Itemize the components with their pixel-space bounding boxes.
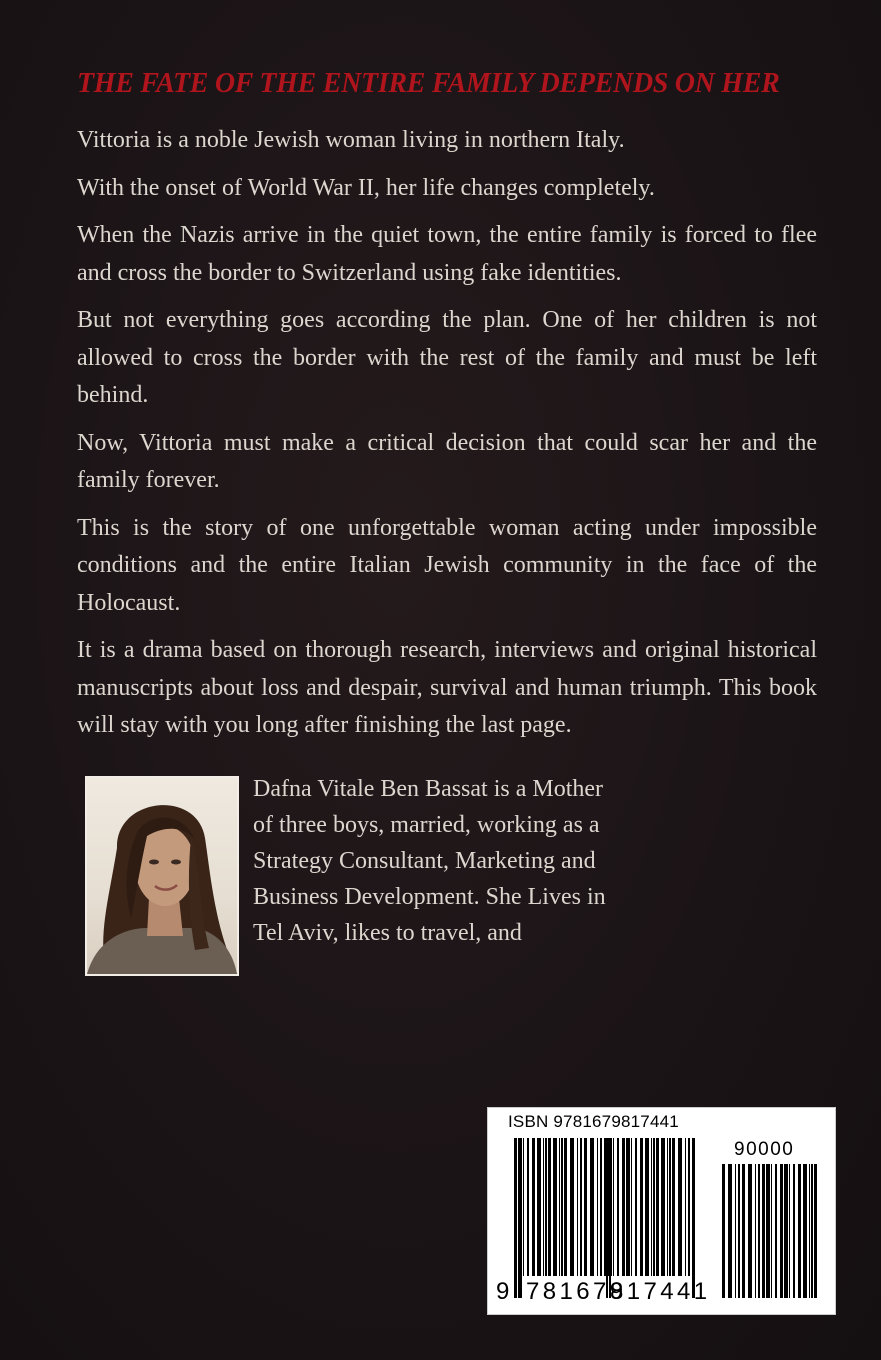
barcode-bar — [685, 1138, 686, 1276]
barcode-bar — [722, 1164, 725, 1298]
barcode-bar — [669, 1138, 671, 1276]
cover-headline: THE FATE OF THE ENTIRE FAMILY DEPENDS ON HER — [77, 68, 780, 99]
barcode-bar — [622, 1138, 625, 1276]
blurb-paragraph: Vittoria is a noble Jewish woman living in northern Italy. — [77, 127, 625, 153]
barcode-bar — [748, 1164, 752, 1298]
blurb-paragraph: This is the story of one unforgettable woman acting under impossible conditions and the entire Italian Jewish community in the face of the Holocaust. — [77, 514, 817, 616]
barcode-bar — [656, 1138, 659, 1276]
barcode-bar — [688, 1138, 690, 1276]
barcode-bar — [543, 1138, 544, 1276]
blurb-paragraph: It is a drama based on thorough research, interviews and original historical manuscripts about loss and despair, survival and human triumph. This book will stay with you long after finishing the last page. — [77, 637, 817, 738]
barcode-bar — [527, 1138, 529, 1276]
barcode-bar — [640, 1138, 643, 1276]
barcode-bar — [577, 1138, 578, 1276]
barcode-digits-right: 817441 — [610, 1278, 711, 1305]
barcode-bar — [564, 1138, 567, 1276]
barcode-bar — [561, 1138, 563, 1276]
barcode-bar — [814, 1164, 817, 1298]
barcode-bar — [651, 1138, 652, 1276]
barcode-bar — [775, 1164, 777, 1298]
barcode-bar — [758, 1164, 760, 1298]
barcode-bar — [631, 1138, 632, 1276]
author-bio: Dafna Vitale Ben Bassat is a Mother of three boys, married, working as a Strategy Consultant, Marketing and Business Development. She Lives in Tel Aviv, likes to travel, and — [253, 776, 606, 946]
barcode-bar — [532, 1138, 535, 1276]
barcode-bar — [626, 1138, 630, 1276]
barcode-bar — [545, 1138, 547, 1276]
barcode-bar — [580, 1138, 582, 1276]
blurb-paragraph: With the onset of World War II, her life changes completely. — [77, 174, 655, 201]
blurb-paragraph: But not everything goes according the plan. One of her children is not allowed to cross the border with the rest of the family and must be left behind. — [77, 307, 817, 408]
barcode-bar — [789, 1164, 790, 1298]
author-portrait-illustration — [87, 778, 237, 974]
barcode-bar — [617, 1138, 619, 1276]
barcode-bar — [597, 1138, 598, 1276]
barcode-bar — [570, 1138, 574, 1276]
barcode-digits-left: 781679 — [526, 1278, 627, 1305]
barcode-bar — [784, 1164, 788, 1298]
barcode-bar — [537, 1138, 541, 1276]
barcode-digit-lead: 9 — [496, 1278, 513, 1305]
barcode-bar — [692, 1138, 695, 1298]
barcode-bar — [553, 1138, 557, 1276]
price-code: 90000 — [734, 1139, 795, 1160]
barcode-bar — [523, 1138, 524, 1276]
barcode-bar — [548, 1138, 551, 1276]
barcode-guard-bar — [606, 1138, 608, 1298]
barcode-bar — [584, 1138, 587, 1276]
barcode-bar — [742, 1164, 745, 1298]
barcode-bar — [613, 1138, 614, 1276]
blurb-paragraph: When the Nazis arrive in the quiet town, the entire family is forced to flee and cross the border to Switzerland using fake identities. — [77, 222, 817, 286]
barcode-bar — [514, 1138, 517, 1298]
barcode-bar — [635, 1138, 637, 1276]
barcode-bar — [766, 1164, 770, 1298]
barcode-bar — [653, 1138, 655, 1276]
barcode-bar — [735, 1164, 736, 1298]
barcode-bar — [780, 1164, 783, 1298]
barcode-bar — [645, 1138, 649, 1276]
barcode-bar — [672, 1138, 675, 1276]
barcode-bar — [559, 1138, 560, 1276]
barcode-bar — [762, 1164, 765, 1298]
barcode-bar — [667, 1138, 668, 1276]
barcode-bar — [793, 1164, 795, 1298]
barcode-bar — [728, 1164, 732, 1298]
barcode-bar — [518, 1138, 522, 1298]
isbn-barcode — [487, 1107, 836, 1315]
barcode-bar — [590, 1138, 594, 1276]
barcode-bar — [811, 1164, 813, 1298]
isbn-label: ISBN 9781679817441 — [508, 1112, 679, 1131]
author-photo — [85, 776, 239, 976]
barcode-bar — [600, 1138, 602, 1276]
barcode-bar — [809, 1164, 810, 1298]
barcode-bar — [738, 1164, 740, 1298]
barcode-bar — [678, 1138, 682, 1276]
barcode-bar — [798, 1164, 801, 1298]
blurb — [77, 122, 817, 755]
barcode-guard-bar — [609, 1138, 611, 1298]
barcode-bar — [661, 1138, 665, 1276]
barcode-bar — [755, 1164, 756, 1298]
blurb-paragraph: Now, Vittoria must make a critical decision that could scar her and the family forever. — [77, 429, 817, 493]
barcode-bar — [803, 1164, 807, 1298]
barcode-bar — [771, 1164, 772, 1298]
